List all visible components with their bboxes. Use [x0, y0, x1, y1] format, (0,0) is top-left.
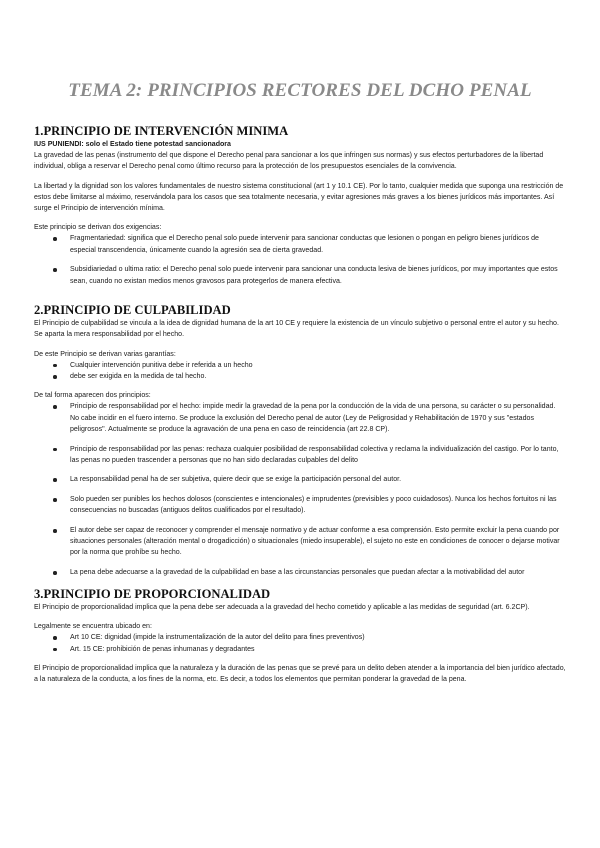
list-item: Principio de responsabilidad por las penas: rechaza cualquier posibilidad de responsabilidad colectiva y reclama la individualización del castigo. Por lo tanto, las penas no pueden trascender a personas que no han sido declaradas culpables del delito [34, 444, 566, 466]
section-1-paragraph-1: La gravedad de las penas (instrumento del que dispone el Derecho penal para sancionar a los que infringen sus normas) y sus efectos perturbadores de la libertad individual, obliga a reservar el Derecho penal como último recurso para la protección de los presupuestos esenciales de la convivencia. [34, 152, 544, 171]
section-1-heading: 1.PRINCIPIO DE INTERVENCIÓN MINIMA [34, 124, 289, 138]
section-2-paragraph-3: De tal forma aparecen dos principios: [34, 392, 151, 400]
list-item: La responsabilidad penal ha de ser subjetiva, quiere decir que se exige la participación personal del autor. [34, 474, 566, 485]
ius-puniendi-line: IUS PUNIENDI: solo el Estado tiene potestad sancionadora [34, 141, 231, 148]
section-1-paragraph-3: Este principio se derivan dos exigencias: [34, 224, 162, 232]
section-3-paragraph-1: El Principio de proporcionalidad implica que la pena debe ser adecuada a la gravedad del hecho cometido y aplicable a las medidas de seguridad (art. 6.2CP). [34, 603, 530, 611]
section-1-list [34, 233, 566, 286]
section-2-heading: 2.PRINCIPIO DE CULPABILIDAD [34, 303, 231, 318]
list-item: Art. 15 CE: prohibición de penas inhumanas y degradantes [34, 644, 566, 655]
list-item: Cualquier intervención punitiva debe ir referida a un hecho [34, 360, 566, 371]
section-3-list [34, 632, 566, 654]
section-2-principles-list [34, 401, 566, 578]
section-proporcionalidad [34, 587, 566, 685]
section-3-paragraph-2: Legalmente se encuentra ubicado en: [34, 623, 152, 631]
list-item: Solo pueden ser punibles los hechos dolosos (conscientes e intencionales) e imprudentes (previsibles y poco cuidadosos). Nunca los hechos fortuitos ni las consecuencias no buscadas (antiguos delitos cualificados por el resultado). [34, 494, 566, 516]
section-intervencion-minima [34, 124, 566, 287]
list-item: El autor debe ser capaz de reconocer y comprender el mensaje normativo y de actuar conforme a esa comprensión. Esto permite excluir la pena cuando por situaciones personales (alteración mental o drogadicción) o situacionales (miedo insuperable), el sujeto no este en condiciones de conocer o dejarse motivar por la norma que prohíbe su hecho. [34, 525, 566, 559]
section-culpabilidad [34, 303, 566, 578]
list-item: Art 10 CE: dignidad (impide la instrumentalización de la autor del delito para fines preventivos) [34, 632, 566, 643]
section-3-paragraph-3: El Principio de proporcionalidad implica que la naturaleza y la duración de las penas que se prevé para un delito deben atender a la importancia del bien jurídico afectado, a la naturaleza de la conducta, a los fines de la norma, etc. Es decir, a todos los elementos que permitan ponderar la gravedad de la pena. [34, 664, 566, 683]
section-2-paragraph-2: De este Principio se derivan varias garantías: [34, 350, 176, 358]
list-item: Principio de responsabilidad por el hecho: impide medir la gravedad de la pena por la conducción de la vida de una persona, su carácter o su personalidad. No cabe incidir en el fuero interno. Se produce la exclusión del Derecho penal de autor (Ley de Peligrosidad y Rehabilitación de 1970 y sus "estados peligrosos". Actualmente se produce la agravación de una pena en caso de reincidencia (art 22.8 CP). [34, 401, 566, 435]
document-title: TEMA 2: PRINCIPIOS RECTORES DEL DCHO PENAL [68, 80, 532, 101]
section-3-heading: 3.PRINCIPIO DE PROPORCIONALIDAD [34, 586, 271, 601]
document-page [34, 80, 566, 685]
section-2-guarantees-list [34, 360, 566, 382]
list-item: Fragmentariedad: significa que el Derecho penal solo puede intervenir para sancionar conductas que lesionen o pongan en peligro bienes jurídicos de especial transcendencia, únicamente cuando la agresión sea de cierta gravedad. [34, 233, 566, 255]
list-item: La pena debe adecuarse a la gravedad de la culpabilidad en base a las circunstancias personales que puedan afectar a la motivabilidad del autor [34, 567, 566, 578]
section-2-paragraph-1: El Principio de culpabilidad se vincula a la idea de dignidad humana de la art 10 CE y requiere la existencia de un vínculo subjetivo o personal entre el autor y su hecho. Se aparta la mera responsabilidad por el hecho. [34, 320, 559, 339]
list-item: debe ser exigida en la medida de tal hecho. [34, 371, 566, 382]
section-1-paragraph-2: La libertad y la dignidad son los valores fundamentales de nuestro sistema constitucional (art 1 y 10.1 CE). Por lo tanto, cualquier medida que suponga una restricción de estos debe limitarse al máximo, reservándola para los casos que sea totalmente necesaria, y evitar agresiones más graves a los bienes jurídicos más importantes. Así surge el Principio de intervención mínima. [34, 182, 564, 213]
list-item: Subsidiariedad o ultima ratio: el Derecho penal solo puede intervenir para sancionar una conducta lesiva de bienes jurídicos, por muy importantes que estos sean, cuando no existan medios menos gravosos para protegerlos de manera efectiva. [34, 264, 566, 286]
